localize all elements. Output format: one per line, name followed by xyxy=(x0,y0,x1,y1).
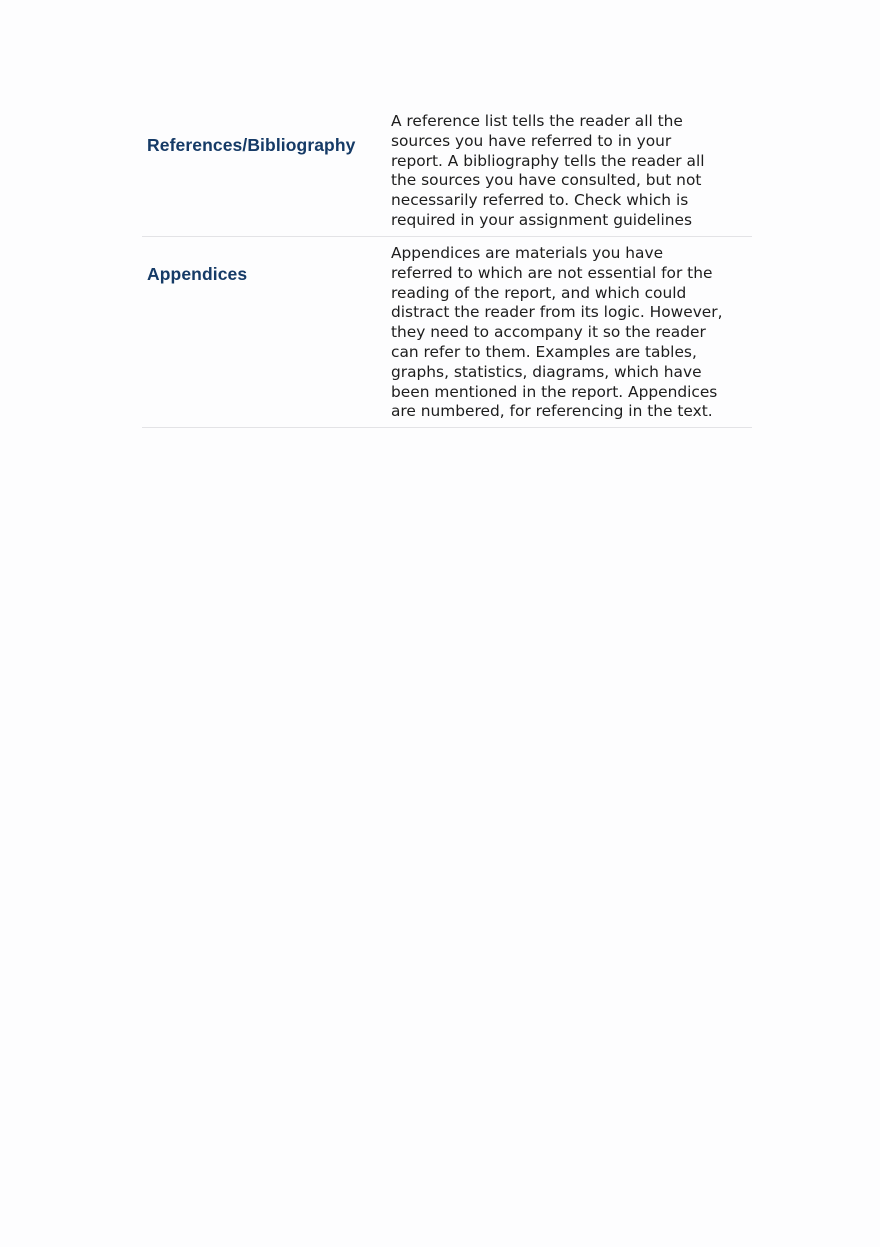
definition-line: report. A bibliography tells the reader all xyxy=(391,151,705,170)
definitions-table xyxy=(142,109,752,428)
definition-references-bibliography xyxy=(391,109,752,236)
definition-line: referred to which are not essential for the xyxy=(391,263,713,282)
definition-line: required in your assignment guidelines xyxy=(391,210,693,229)
definition-line: been mentioned in the report. Appendices xyxy=(391,382,718,401)
table-row xyxy=(142,237,752,428)
definition-line: can refer to them. Examples are tables, xyxy=(391,342,697,361)
definition-line: reading of the report, and which could xyxy=(391,283,687,302)
definition-line: Appendices are materials you have xyxy=(391,244,664,262)
definition-line: they need to accompany it so the reader xyxy=(391,323,706,342)
definition-line: distract the reader from its logic. However, xyxy=(391,303,723,322)
definition-line: sources you have referred to in your xyxy=(391,131,672,150)
definition-line: necessarily referred to. Check which is xyxy=(391,191,689,210)
term-appendices: Appendices xyxy=(147,264,248,284)
definition-line: graphs, statistics, diagrams, which have xyxy=(391,362,702,381)
definition-line: A reference list tells the reader all the xyxy=(391,112,683,130)
term-references-bibliography: References/Bibliography xyxy=(147,135,356,155)
table-row xyxy=(142,109,752,237)
definition-line: the sources you have consulted, but not xyxy=(391,171,702,190)
definition-appendices xyxy=(391,237,752,427)
definition-line: are numbered, for referencing in the text. xyxy=(391,402,713,421)
